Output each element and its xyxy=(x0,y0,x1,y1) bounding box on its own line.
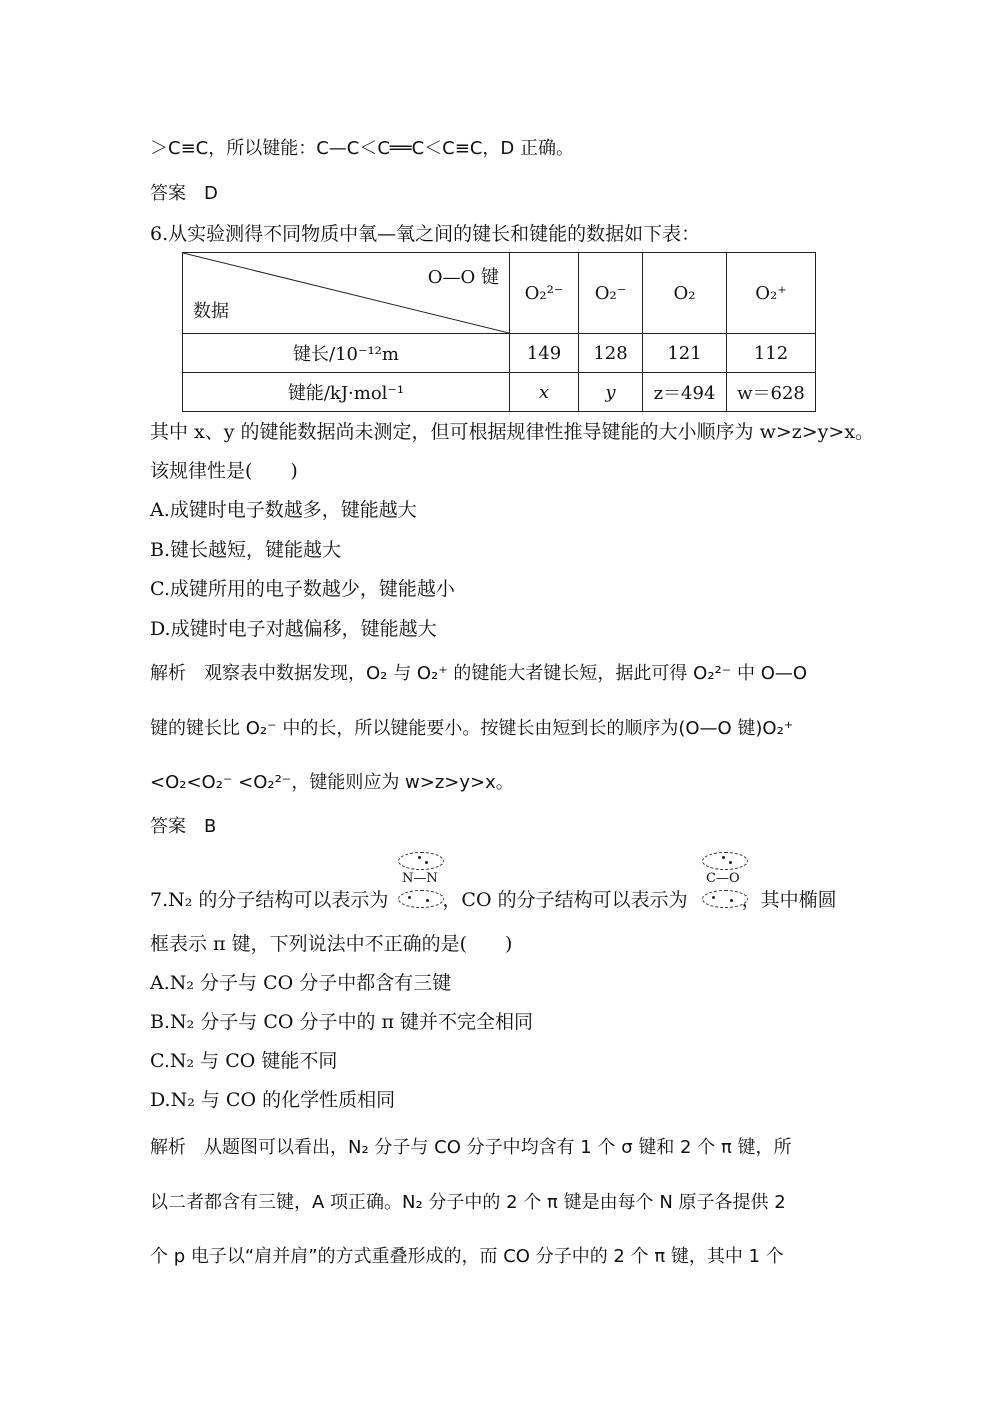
q7-stem-continued: 框表示 π 键，下列说法中不正确的是( ) xyxy=(150,933,513,955)
q7-stem-part: 7.N₂ 的分子结构可以表示为 xyxy=(150,889,389,911)
table-row xyxy=(183,334,816,373)
q6-option-b: B.键长越短，键能越大 xyxy=(150,539,342,561)
q6-analysis-line: 解析 观察表中数据发现，O₂ 与 O₂⁺ 的键能大者键长短，据此可得 O₂²⁻ 中 O—O xyxy=(150,663,808,684)
q6-answer: 答案 B xyxy=(150,816,217,837)
table-cell: x xyxy=(510,373,579,412)
pi-bond-ellipse xyxy=(398,852,444,870)
q7-stem-part: ，其中椭圆 xyxy=(741,889,837,911)
prev-conclusion: ＞C≡C，所以键能：C—C＜C══C＜C≡C，D 正确。 xyxy=(150,138,574,159)
row-label: 键能/kJ·mol⁻¹ xyxy=(183,373,510,412)
table-cell: z＝494 xyxy=(643,373,727,412)
table-cell: w＝628 xyxy=(727,373,816,412)
pi-bond-ellipse xyxy=(398,890,444,908)
co-structure-diagram xyxy=(700,852,750,910)
q7-stem-part: ，CO 的分子结构可以表示为 xyxy=(442,889,688,911)
table-cell: 121 xyxy=(643,334,727,373)
n2-structure-diagram xyxy=(396,852,446,910)
table-cell: y xyxy=(579,373,643,412)
q6-stem-blank: 该规律性是( ) xyxy=(150,460,298,482)
table-row xyxy=(183,373,816,412)
q7-analysis-line: 解析 从题图可以看出，N₂ 分子与 CO 分子中均含有 1 个 σ 键和 2 个 π 键，所 xyxy=(150,1137,792,1158)
q7-option-b: B.N₂ 分子与 CO 分子中的 π 键并不完全相同 xyxy=(150,1011,534,1033)
pi-bond-ellipse xyxy=(702,890,748,908)
q6-stem-continued: 其中 x、y 的键能数据尚未测定，但可根据规律性推导键能的大小顺序为 w>z>y>x。 xyxy=(150,421,875,443)
col-header: O₂ xyxy=(643,253,727,334)
q7-analysis-line: 个 p 电子以“肩并肩”的方式重叠形成的，而 CO 分子中的 2 个 π 键，其中 1 个 xyxy=(150,1246,784,1267)
header-data: 数据 xyxy=(193,301,229,322)
q6-option-a: A.成键时电子数越多，键能越大 xyxy=(150,499,417,521)
q6-stem: 6.从实验测得不同物质中氧—氧之间的键长和键能的数据如下表： xyxy=(150,223,701,245)
q7-option-c: C.N₂ 与 CO 键能不同 xyxy=(150,1050,338,1072)
table-cell: 112 xyxy=(727,334,816,373)
n2-label: N—N xyxy=(402,871,438,886)
q6-analysis-line: <O₂<O₂⁻ <O₂²⁻，键能则应为 w>z>y>x。 xyxy=(150,772,514,793)
col-header: O₂⁻ xyxy=(579,253,643,334)
q6-option-c: C.成键所用的电子数越少，键能越小 xyxy=(150,578,455,600)
q6-analysis-line: 键的键长比 O₂⁻ 中的长，所以键能要小。按键长由短到长的顺序为(O—O 键)O₂⁺ xyxy=(150,718,794,739)
q6-option-d: D.成键时电子对越偏移，键能越大 xyxy=(150,618,437,640)
prev-answer: 答案 D xyxy=(150,183,218,204)
table-cell: 128 xyxy=(579,334,643,373)
bond-table xyxy=(182,252,816,412)
header-bond: O—O 键 xyxy=(427,267,499,288)
pi-bond-ellipse xyxy=(702,852,748,870)
col-header: O₂²⁻ xyxy=(510,253,579,334)
q7-analysis-line: 以二者都含有三键，A 项正确。N₂ 分子中的 2 个 π 键是由每个 N 原子各提供 2 xyxy=(150,1192,786,1213)
q7-option-d: D.N₂ 与 CO 的化学性质相同 xyxy=(150,1089,396,1111)
row-label: 键长/10⁻¹²m xyxy=(183,334,510,373)
table-header-row xyxy=(183,253,816,334)
table-cell: 149 xyxy=(510,334,579,373)
co-label: C—O xyxy=(706,871,740,886)
diagonal-header-cell xyxy=(183,253,510,334)
q7-option-a: A.N₂ 分子与 CO 分子中都含有三键 xyxy=(150,972,452,994)
col-header: O₂⁺ xyxy=(727,253,816,334)
